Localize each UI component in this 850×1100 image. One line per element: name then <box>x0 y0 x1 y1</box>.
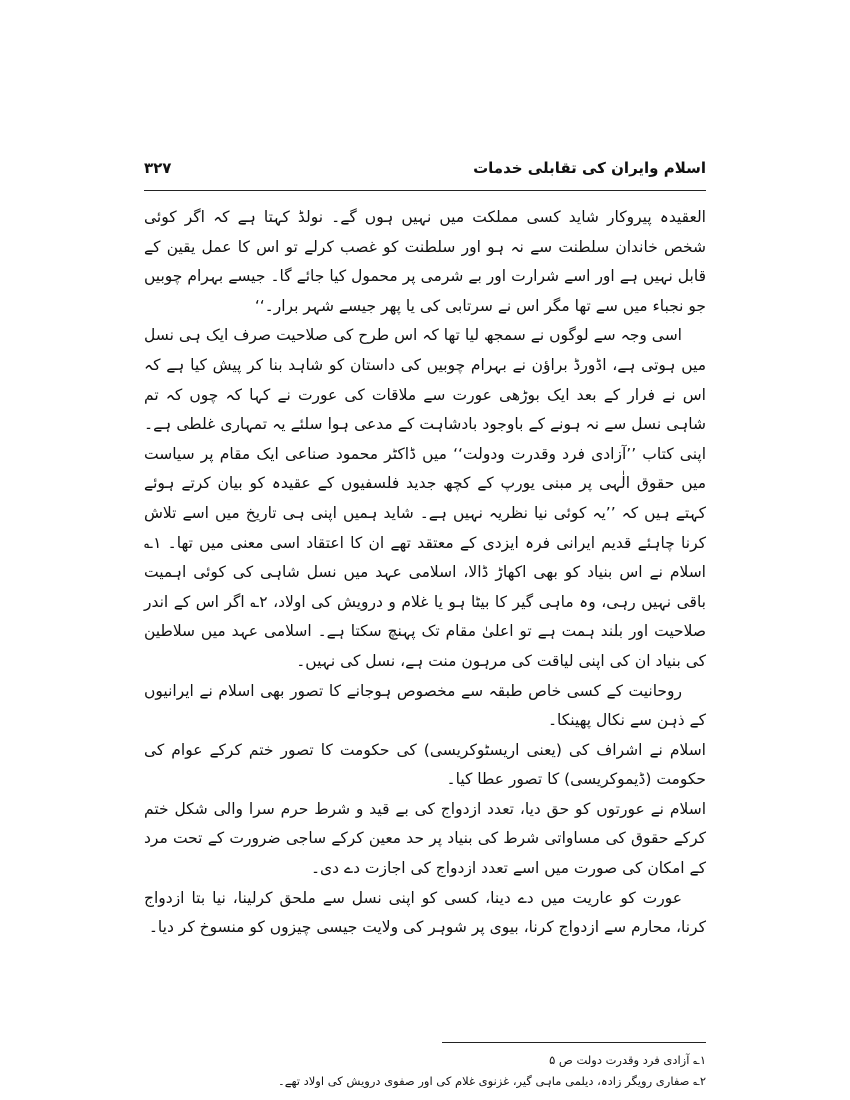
footnotes <box>144 1050 706 1092</box>
paragraph-5: اسلام نے عورتوں کو حق دیا، تعدد ازدواج کی بے قید و شرط حرم سرا والی شکل ختم کرکے حقوق کی مساواتی شرط کی بنیاد پر حد معین کرکے ساجی ضرورت کے تحت مرد کے امکان کی صورت میں اسے تعدد ازدواج کی اجازت دے دی۔ <box>144 799 706 878</box>
paragraph-2: اسی وجہ سے لوگوں نے سمجھ لیا تھا کہ اس طرح کی صلاحیت صرف ایک ہی نسل میں ہوتی ہے، اڈورڈ براؤن نے بہرام چوبیں کی داستان کو شاہد بنا کر پیش کیا ہے کہ اس نے فرار کے بعد ایک بوڑھی عورت سے ملاقات کی عورت نے کہا کہ چوں کہ تم شاہی نسل سے نہ ہونے کے باوجود بادشاہت کے مدعی ہوا سلئے یہ تمہاری غلطی ہے۔ اپنی کتاب ’’آزادی فرد وقدرت ودولت‘‘ میں ڈاکٹر محمود صناعی ایک مقام پر سیاست میں حقوق الٰہی پر مبنی یورپ کے کچھ جدید فلسفیوں کے عقیدہ کو بیان کرتے ہوئے کہتے ہیں کہ ’’یہ کوئی نیا نظریہ نہیں ہے۔ شاید ہمیں اپنی ہی تاریخ میں اسے تلاش کرنا چاہئے قدیم ایرانی فرہ ایزدی کے معتقد تھے ان کا اعتقاد اسی معنی میں تھا۔ ۱؎ اسلام نے اس بنیاد کو بھی اکھاڑ ڈالا، اسلامی عہد میں نسل شاہی کی کوئی اہمیت باقی نہیں رہی، وہ ماہی گیر کا بیٹا ہو یا غلام و درویش کی اولاد، ۲؎ اگر اس کے اندر صلاحیت اور بلند ہمت ہے تو اعلیٰ مقام تک پہنچ سکتا ہے۔ اسلامی عہد میں سلاطین کی بنیاد ان کی اپنی لیاقت کی مرہون منت ہے، نسل کی نہیں۔ <box>144 326 706 670</box>
paragraph-4: اسلام نے اشراف کی (یعنی اریسٹوکریسی) کی حکومت کا تصور ختم کرکے عوام کی حکومت (ڈیموکریسی) کا تصور عطا کیا۔ <box>144 740 706 789</box>
body-text <box>144 203 706 943</box>
paragraph-3: روحانیت کے کسی خاص طبقہ سے مخصوص ہوجانے کا تصور بھی اسلام نے ایرانیوں کے ذہن سے نکال پھینکا۔ <box>144 681 706 730</box>
paragraph-6: عورت کو عاریت میں دے دینا، کسی کو اپنی نسل سے ملحق کرلینا، نیا بتا ازدواج کرنا، محارم سے ازدواج کرنا، بیوی پر شوہر کی ولایت جیسی چیزوں کو منسوخ کر دیا۔ <box>144 888 706 937</box>
footnote-2: ۲؎ صفاری رویگر زادہ، دیلمی ماہی گیر، غزنوی غلام کی اور صفوی درویش کی اولاد تھے۔ <box>277 1074 706 1088</box>
running-header <box>144 155 706 185</box>
running-title: اسلام وایران کی تقابلی خدمات <box>473 159 706 177</box>
header-rule <box>144 190 706 191</box>
footnote-1: ۱؎ آزادی فرد وقدرت دولت ص ۵ <box>549 1053 706 1067</box>
footnote-rule <box>442 1042 706 1043</box>
page-number: ۳۲۷ <box>144 159 172 177</box>
paragraph-1: العقیدہ پیروکار شاید کسی مملکت میں نہیں ہوں گے۔ نولڈ کہتا ہے کہ اگر کوئی شخص خاندان سلطنت سے نہ ہو اور سلطنت کو غصب کرلے تو اس کا عمل یقین کے قابل نہیں ہے اور اسے شرارت اور بے شرمی پر محمول کیا جائے گا۔ جیسے بہرام چوبیں جو نجباء میں سے تھا مگر اس نے سرتابی کی یا پھر جیسے شہر برار۔‘‘ <box>144 208 706 315</box>
